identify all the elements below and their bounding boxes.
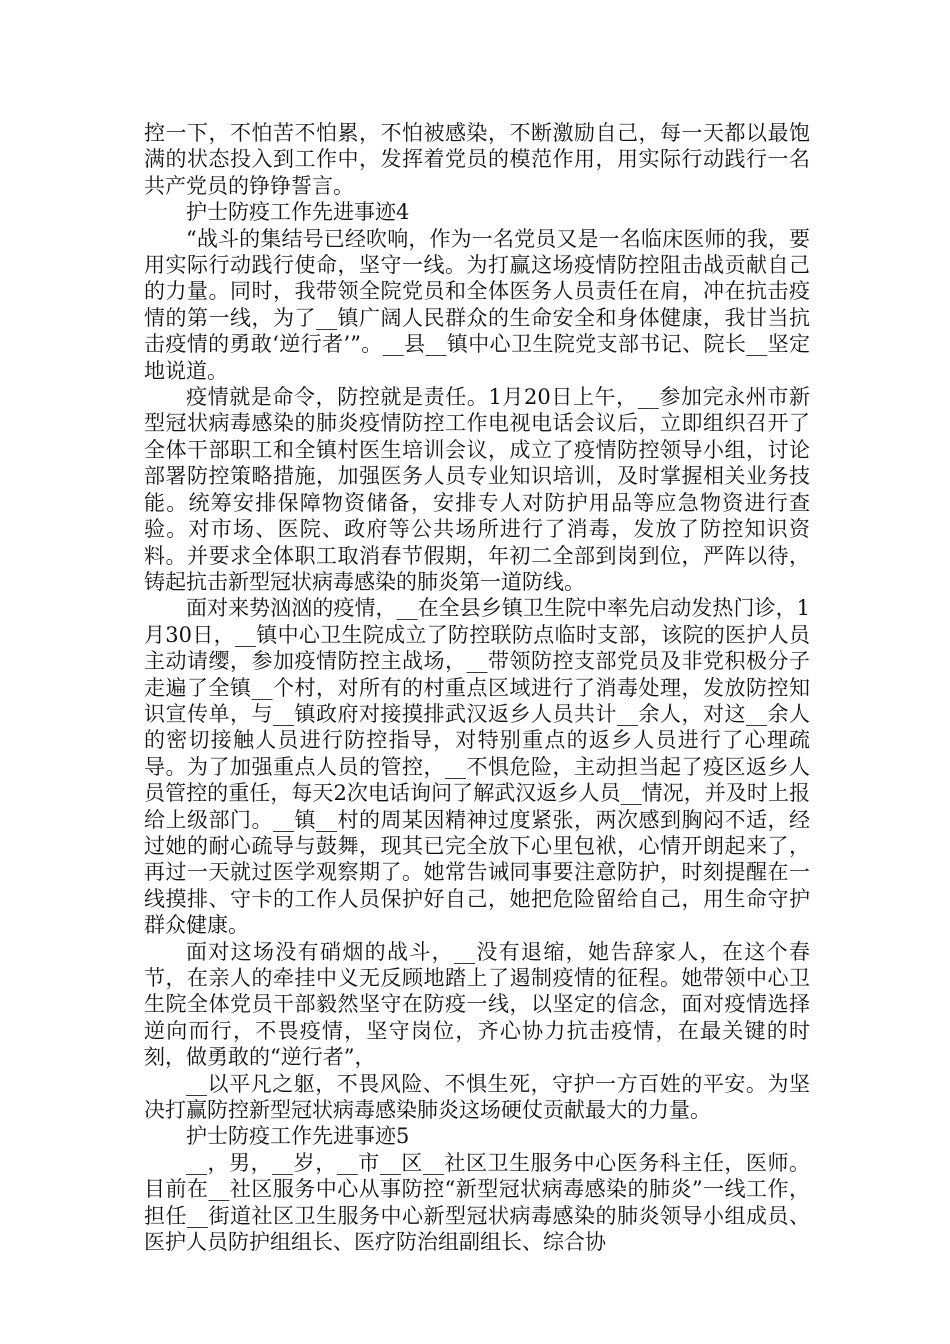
paragraph-continuation: 控一下，不怕苦不怕累，不怕被感染，不断激励自己，每一天都以最饱满的状态投入到工作中，发挥着党员的模范作用，用实际行动践行一名共产党员的铮铮誓言。 bbox=[144, 121, 810, 198]
paragraph: 疫情就是命令，防控就是责任。1月20日上午，__参加完永州市新型冠状病毒感染的肺炎疫情防控工作电视电话会议后，立即组织召开了全体干部职工和全镇村医生培训会议，成立了疫情防控领导小组，讨论部署防控策略措施，加强医务人员专业知识培训，及时掌握相关业务技能。统筹安排保障物资储备，安排专人对防护用品等应急物资进行查验。对市场、医院、政府等公共场所进行了消毒，发放了防控知识资料。并要求全体职工取消春节假期，年初二全部到岗到位，严阵以待，铸起抗击新型冠状病毒感染的肺炎第一道防线。 bbox=[144, 385, 810, 594]
section-heading-5: 护士防疫工作先进事迹5 bbox=[186, 1124, 410, 1149]
document-page bbox=[144, 120, 810, 1255]
paragraph: 面对这场没有硝烟的战斗，__没有退缩，她告辞家人，在这个春节，在亲人的牵挂中义无反顾地踏上了遏制疫情的征程。她带领中心卫生院全体党员干部毅然坚守在防疫一线，以坚定的信念，面对疫情选择逆向而行，不畏疫情，坚守岗位，齐心协力抗击疫情，在最关键的时刻，做勇敢的“逆行者”， bbox=[144, 939, 810, 1070]
section-heading-4: 护士防疫工作先进事迹4 bbox=[186, 200, 410, 225]
paragraph: “战斗的集结号已经吹响，作为一名党员又是一名临床医师的我，要用实际行动践行使命，坚守一线。为打赢这场疫情防控阻击战贡献自己的力量。同时，我带领全院党员和全体医务人员责任在肩，冲在抗击疫情的第一线，为了__镇广阔人民群众的生命安全和身体健康，我甘当抗击疫情的勇敢‘逆行者’”。__县__镇中心卫生院党支部书记、院长__坚定地说道。 bbox=[144, 226, 810, 383]
paragraph: 面对来势汹汹的疫情，__在全县乡镇卫生院中率先启动发热门诊，1月30日，__镇中心卫生院成立了防控联防点临时支部，该院的医护人员主动请缨，参加疫情防控主战场，__带领防控支部党员及非党积极分子走遍了全镇__个村，对所有的村重点区域进行了消毒处理，发放防控知识宣传单，与__镇政府对接摸排武汉返乡人员共计__余人，对这__余人的密切接触人员进行防控指导，对特别重点的返乡人员进行了心理疏导。为了加强重点人员的管控，__不惧危险，主动担当起了疫区返乡人员管控的重任，每天2次电话询问了解武汉返乡人员__情况，并及时上报给上级部门。__镇__村的周某因精神过度紧张，两次感到胸闷不适，经过她的耐心疏导与鼓舞，现其已完全放下心里包袱，心情开朗起来了，再过一天就过医学观察期了。她常告诫同事要注意防护，时刻提醒在一线摸排、守卡的工作人员保护好自己，她把危险留给自己，用生命守护群众健康。 bbox=[144, 596, 810, 938]
paragraph: __，男，__岁，__市__区__社区卫生服务中心医务科主任，医师。目前在__社区服务中心从事防控“新型冠状病毒感染的肺炎”一线工作，担任__街道社区卫生服务中心新型冠状病毒感染的肺炎领导小组成员、医护人员防护组组长、医疗防治组副组长、综合协 bbox=[144, 1150, 810, 1255]
paragraph: __以平凡之躯，不畏风险、不惧生死，守护一方百姓的平安。为坚决打赢防控新型冠状病毒感染肺炎这场硬仗贡献最大的力量。 bbox=[144, 1071, 810, 1123]
